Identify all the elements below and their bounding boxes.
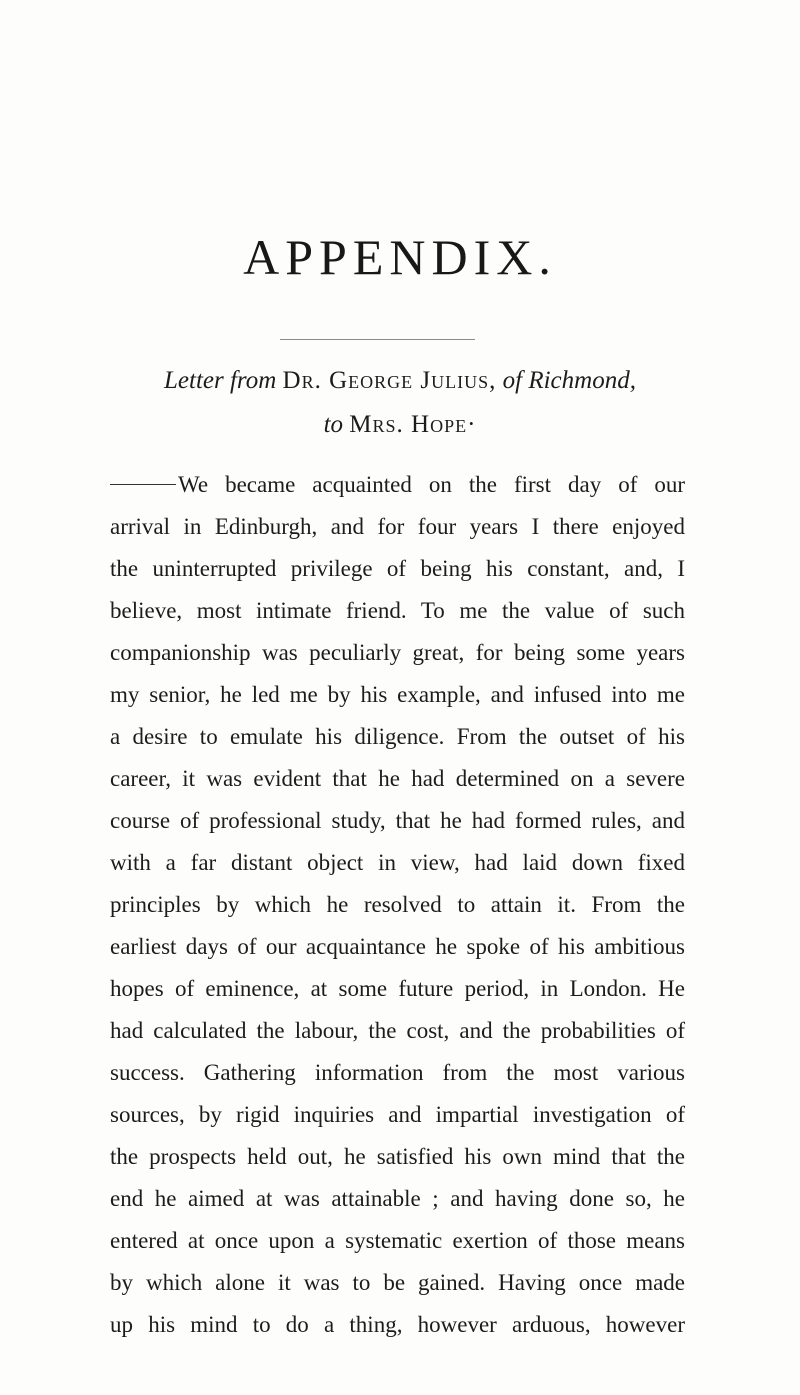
body-line: sources, by rigid inquiries and impartial investigation of xyxy=(110,1102,685,1127)
body-line: arrival in Edinburgh, and for four years I there enjoyed xyxy=(110,514,685,539)
title-rule xyxy=(280,339,475,340)
body-line: career, it was evident that he had determined on a severe xyxy=(110,766,685,791)
caption-to: to xyxy=(323,411,344,438)
body-line: We became acquainted on the first day of our xyxy=(178,472,685,497)
body-line: a desire to emulate his diligence. From the outset of his xyxy=(110,724,685,749)
body-line: success. Gathering information from the most various xyxy=(110,1060,685,1085)
body-line: earliest days of our acquaintance he spoke of his ambitious xyxy=(110,934,685,959)
body-line: the prospects held out, he satisfied his own mind that the xyxy=(110,1144,685,1169)
body-line: my senior, he led me by his example, and infused into me xyxy=(110,682,685,707)
caption-author: Dr. George Julius, xyxy=(282,367,497,394)
caption-letter-from: Letter from xyxy=(164,367,277,394)
body-line: entered at once upon a systematic exertion of those means xyxy=(110,1228,685,1253)
caption-recipient: Mrs. Hope· xyxy=(349,411,477,438)
body-line: hopes of eminence, at some future period, in London. He xyxy=(110,976,685,1001)
opening-dash xyxy=(110,484,176,485)
letter-caption-line-1 xyxy=(0,368,800,393)
letter-caption-line-2 xyxy=(0,412,800,437)
body-line: with a far distant object in view, had laid down fixed xyxy=(110,850,685,875)
body-line: companionship was peculiarly great, for being some years xyxy=(110,640,685,665)
body-line: end he aimed at was attainable ; and having done so, he xyxy=(110,1186,685,1211)
body-line: had calculated the labour, the cost, and the probabilities of xyxy=(110,1018,685,1043)
body-line: the uninterrupted privilege of being his constant, and, I xyxy=(110,556,685,581)
appendix-heading: APPENDIX. xyxy=(243,229,557,285)
body-line: by which alone it was to be gained. Having once made xyxy=(110,1270,685,1295)
body-line: believe, most intimate friend. To me the value of such xyxy=(110,598,685,623)
body-line: course of professional study, that he had formed rules, and xyxy=(110,808,685,833)
body-line: up his mind to do a thing, however arduous, however xyxy=(110,1312,685,1337)
caption-of-richmond: of Richmond, xyxy=(502,367,636,394)
body-line: principles by which he resolved to attain it. From the xyxy=(110,892,685,917)
